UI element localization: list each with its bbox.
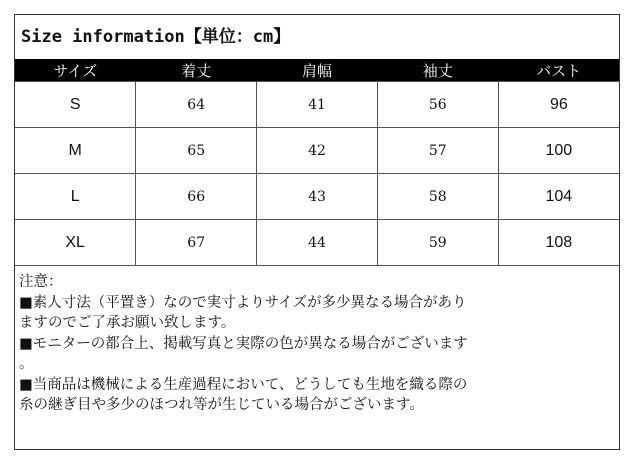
cell-size: XL xyxy=(15,220,136,266)
note-line: 。 xyxy=(19,356,34,372)
cell-size: M xyxy=(15,128,136,174)
cell-sleeve: 58 xyxy=(377,174,498,220)
size-table-header-row xyxy=(15,59,619,82)
note-line: ますのでご了承お願い致します。 xyxy=(19,315,236,331)
table-row xyxy=(15,220,619,266)
notes-heading: 注意： xyxy=(19,274,63,290)
header-size: サイズ xyxy=(15,59,136,82)
cell-length: 65 xyxy=(136,128,257,174)
cell-shoulder: 41 xyxy=(257,82,378,128)
header-sleeve: 袖丈 xyxy=(377,59,498,82)
header-shoulder: 肩幅 xyxy=(257,59,378,82)
table-row xyxy=(15,128,619,174)
cell-length: 66 xyxy=(136,174,257,220)
table-row xyxy=(15,82,619,128)
cell-bust: 96 xyxy=(498,82,619,128)
cell-bust: 100 xyxy=(498,128,619,174)
cell-bust: 104 xyxy=(498,174,619,220)
cell-shoulder: 42 xyxy=(257,128,378,174)
size-info-panel xyxy=(14,14,620,450)
cell-sleeve: 59 xyxy=(377,220,498,266)
size-info-title: Size information【単位：cm】 xyxy=(21,27,291,47)
size-table xyxy=(15,59,619,266)
note-line: ■モニターの都合上、掲載写真と実際の色が異なる場合がございます xyxy=(19,335,468,352)
note-line: ■当商品は機械による生産過程において、どうしても生地を織る際の xyxy=(19,376,468,393)
cell-sleeve: 57 xyxy=(377,128,498,174)
cell-sleeve: 56 xyxy=(377,82,498,128)
cell-shoulder: 44 xyxy=(257,220,378,266)
header-length: 着丈 xyxy=(136,59,257,82)
cell-length: 64 xyxy=(136,82,257,128)
note-line: ■素人寸法（平置き）なので実寸よりサイズが多少異なる場合があり xyxy=(19,294,467,311)
cell-length: 67 xyxy=(136,220,257,266)
header-bust: バスト xyxy=(498,59,619,82)
cell-bust: 108 xyxy=(498,220,619,266)
cell-shoulder: 43 xyxy=(257,174,378,220)
cell-size: L xyxy=(15,174,136,220)
note-line: 糸の継ぎ目や多少のほつれ等が生じている場合がございます。 xyxy=(19,397,424,413)
cell-size: S xyxy=(15,82,136,128)
notes-section xyxy=(15,266,619,416)
table-row xyxy=(15,174,619,220)
